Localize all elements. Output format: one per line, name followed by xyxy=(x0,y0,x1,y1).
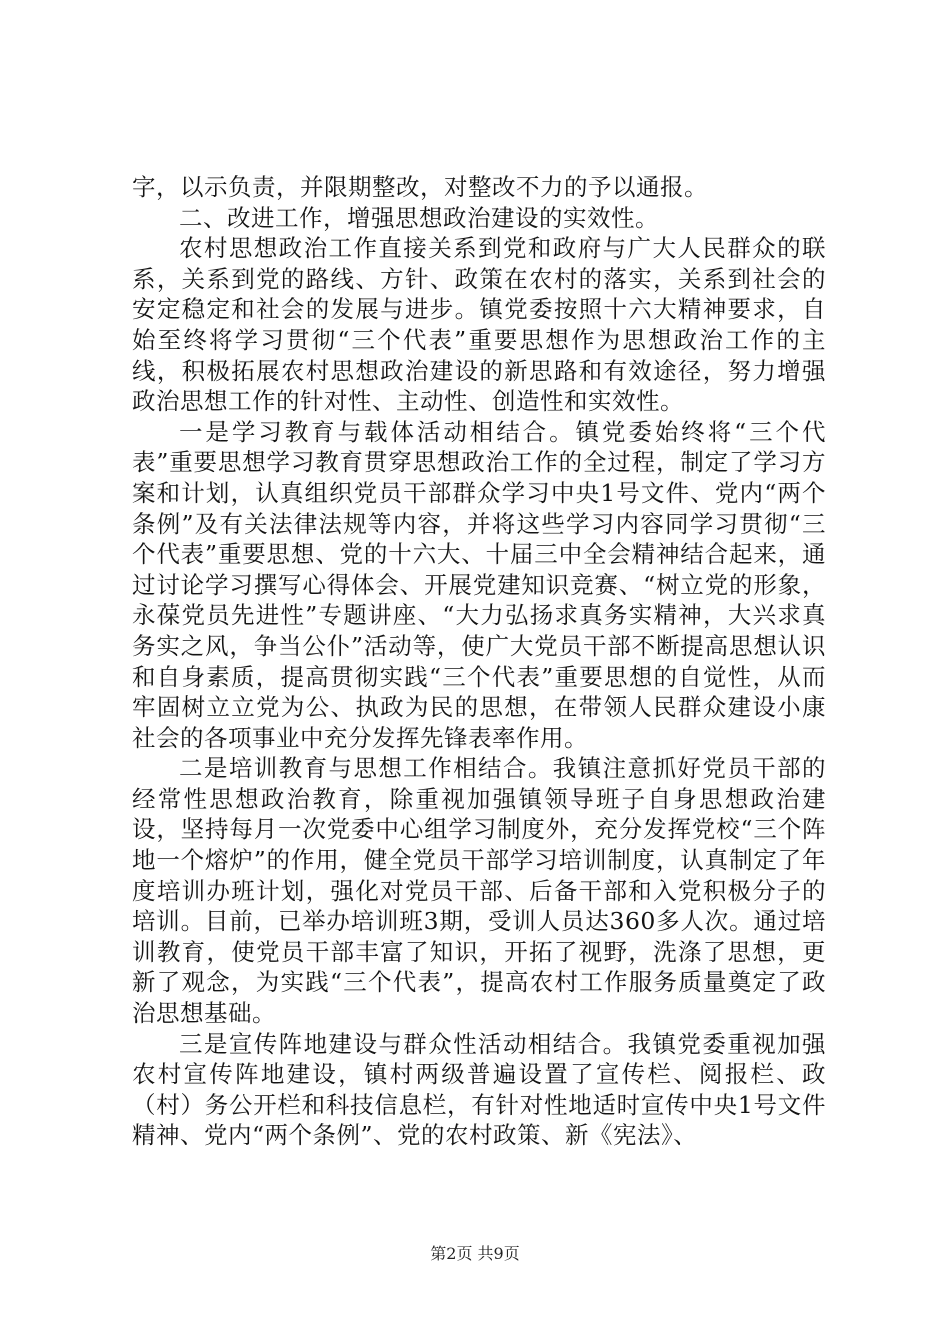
paragraph-3: 农村思想政治工作直接关系到党和政府与广大人民群众的联系，关系到党的路线、方针、政策在农村的落实，关系到社会的安定稳定和社会的发展与进步。镇党委按照十六大精神要求，自始至终将学习贯彻“三个代表”重要思想作为思想政治工作的主线，积极拓展农村思想政治建设的新思路和有效途径，努力增强政治思想工作的针对性、主动性、创造性和实效性。 xyxy=(132,234,826,416)
page-number-footer: 第2页 共9页 xyxy=(430,1244,520,1263)
document-body xyxy=(132,172,826,1151)
paragraph-5: 二是培训教育与思想工作相结合。我镇注意抓好党员干部的经常性思想政治教育，除重视加强镇领导班子自身思想政治建设，坚持每月一次党委中心组学习制度外，充分发挥党校“三个阵地一个熔炉”的作用，健全党员干部学习培训制度，认真制定了年度培训办班计划，强化对党员干部、后备干部和入党积极分子的培训。目前，已举办培训班3期，受训人员达360多人次。通过培训教育，使党员干部丰富了知识，开拓了视野，洗涤了思想，更新了观念，为实践“三个代表”，提高农村工作服务质量奠定了政治思想基础。 xyxy=(132,754,826,1028)
paragraph-4: 一是学习教育与载体活动相结合。镇党委始终将“三个代表”重要思想学习教育贯穿思想政治工作的全过程，制定了学习方案和计划，认真组织党员干部群众学习中央1号文件、党内“两个条例”及有关法律法规等内容，并将这些学习内容同学习贯彻“三个代表”重要思想、党的十六大、十届三中全会精神结合起来，通过讨论学习撰写心得体会、开展党建知识竞赛、“树立党的形象，永葆党员先进性”专题讲座、“大力弘扬求真务实精神，大兴求真务实之风，争当公仆”活动等，使广大党员干部不断提高思想认识和自身素质，提高贯彻实践“三个代表”重要思想的自觉性，从而牢固树立立党为公、执政为民的思想，在带领人民群众建设小康社会的各项事业中充分发挥先锋表率作用。 xyxy=(132,417,826,752)
paragraph-1: 字，以示负责，并限期整改，对整改不力的予以通报。 xyxy=(132,173,708,201)
paragraph-6: 三是宣传阵地建设与群众性活动相结合。我镇党委重视加强农村宣传阵地建设，镇村两级普遍设置了宣传栏、阅报栏、政（村）务公开栏和科技信息栏，有针对性地适时宣传中央1号文件精神、党内“两个条例”、党的农村政策、新《宪法》、 xyxy=(132,1029,826,1150)
section-heading: 二、改进工作，增强思想政治建设的实效性。 xyxy=(179,203,659,232)
